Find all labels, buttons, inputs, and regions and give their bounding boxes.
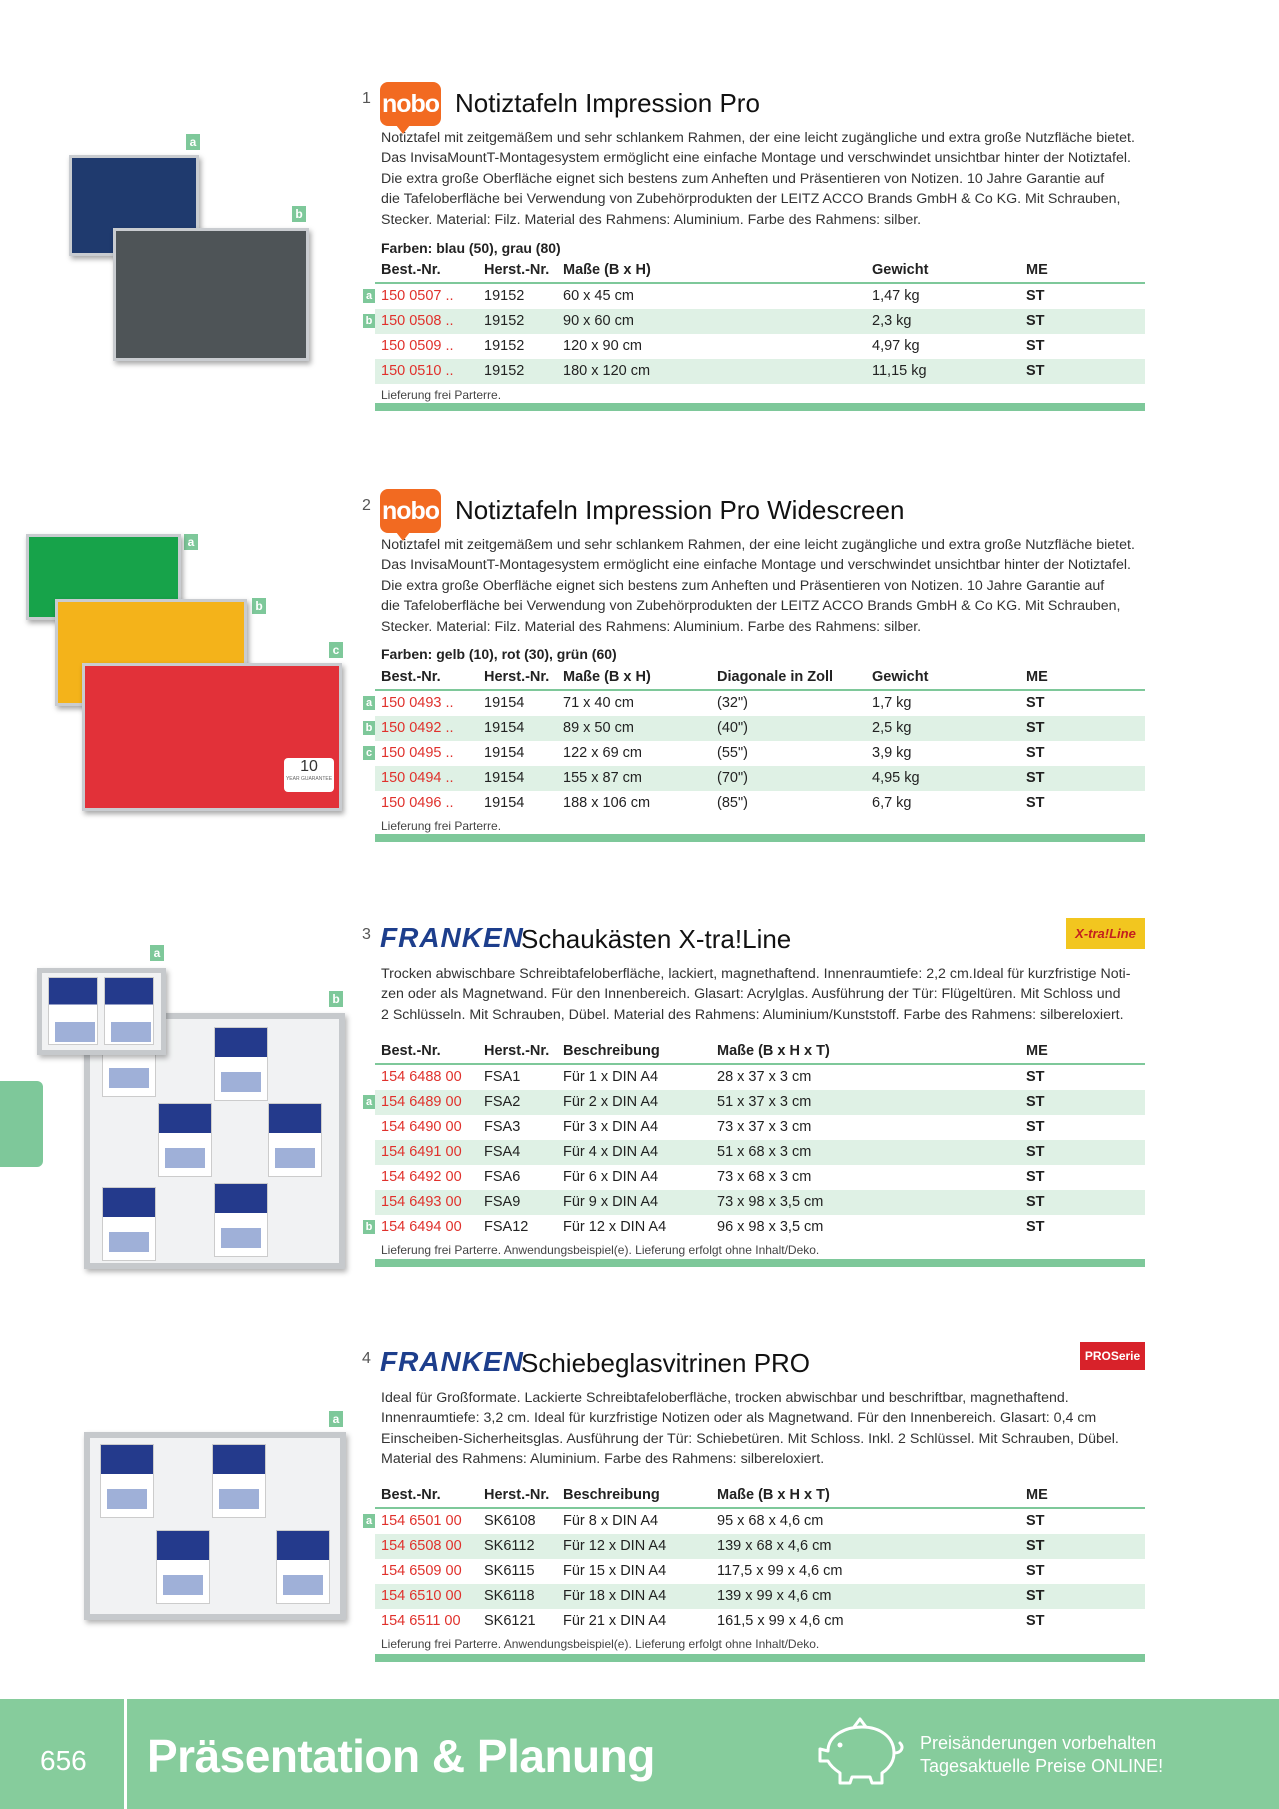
poster [214, 1183, 268, 1257]
franken-logo: FRANKEN [380, 922, 524, 953]
product-description: Ideal für Großformate. Lackierte Schreibtafeloberfläche, trocken abwischbar und beschriftbar, magnethaftend. Innenraumtiefe: 3,2 cm. Ideal für kurzfristige Notizen oder als Magnetwand. Für den Innenbereich. Glasart: 0,4 cm Einscheiben-Sicherheitsglas. Ausführung der Tür: Schiebetüren. Mit Schloss. Inkl. 2 Schlüssel. Mit Schrauben, Dübel. Material des Rahmens: Aluminium. Farbe des Rahmens: silbereloxiert. [381, 1390, 1119, 1468]
product-table [365, 666, 1145, 816]
image-label: b [252, 598, 266, 614]
table-row: b 150 0492 .. 19154 89 x 50 cm (40") 2,5 kg ST [375, 716, 1145, 741]
xtraline-badge: X-tra!Line [1066, 918, 1145, 949]
table-row: 154 6491 00 FSA4 Für 4 x DIN A4 51 x 68 x 3 cm ST [375, 1140, 1145, 1165]
table-header: Best.-Nr. Herst.-Nr. Maße (B x H) Gewicht ME [375, 259, 1145, 284]
guarantee-badge: 10 YEAR GUARANTEE [284, 758, 334, 792]
poster [214, 1027, 268, 1101]
footnote: Lieferung frei Parterre. [381, 388, 502, 402]
table-row: b 150 0508 .. 19152 90 x 60 cm 2,3 kg ST [375, 309, 1145, 334]
table-row: 150 0509 .. 19152 120 x 90 cm 4,97 kg ST [381, 338, 1045, 354]
poster [100, 1444, 154, 1518]
product-title: Notiztafeln Impression Pro Widescreen [455, 495, 905, 525]
poster [48, 977, 98, 1045]
image-label: c [329, 642, 343, 658]
table-row: 154 6510 00 SK6118 Für 18 x DIN A4 139 x 99 x 4,6 cm ST [375, 1584, 1145, 1609]
section-number: 4 [362, 1350, 371, 1367]
nobo-logo: nobo [380, 489, 441, 533]
price-note: Preisänderungen vorbehalten Tagesaktuelle Preise ONLINE! [920, 1733, 1164, 1776]
product-description: Trocken abwischbare Schreibtafeloberfläche, lackiert, magnethaftend. Innenraumtiefe: 2,2 cm.Ideal für kurzfristige Noti- zen oder als Magnetwand. Für den Innenbereich. Glasart: Acrylglas. Ausführung der Tür: Flügeltüren. Mit Schloss und 2 Schlüsseln. Mit Schrauben, Dübel. Material des Rahmens: Aluminium/Kunststoff. Farbe des Rahmens: silbereloxiert. [381, 966, 1131, 1023]
section-divider [375, 834, 1145, 842]
table-header: Best.-Nr. Herst.-Nr. Beschreibung Maße (B x H x T) ME [375, 1040, 1145, 1065]
color-options: Farben: gelb (10), rot (30), grün (60) [381, 646, 617, 662]
poster [156, 1530, 210, 1604]
footnote: Lieferung frei Parterre. Anwendungsbeispiel(e). Lieferung erfolgt ohne Inhalt/Deko. [381, 1637, 820, 1651]
poster [104, 977, 154, 1045]
footer-separator [124, 1699, 127, 1809]
table-row: 150 0510 .. 19152 180 x 120 cm 11,15 kg ST [375, 359, 1145, 384]
section-divider [375, 1259, 1145, 1267]
table-row: 150 0496 .. 19154 188 x 106 cm (85") 6,7 kg ST [381, 795, 1045, 811]
poster [212, 1444, 266, 1518]
chapter-side-tab [0, 1081, 43, 1167]
table-row: 154 6511 00 SK6121 Für 21 x DIN A4 161,5 x 99 x 4,6 cm ST [381, 1613, 1045, 1629]
color-options: Farben: blau (50), grau (80) [381, 240, 561, 256]
franken-logo: FRANKEN [380, 1346, 524, 1377]
table-header: Best.-Nr. Herst.-Nr. Maße (B x H) Diagonale in Zoll Gewicht ME [375, 666, 1145, 691]
product-title: Notiztafeln Impression Pro [455, 88, 760, 118]
poster [158, 1103, 212, 1177]
product-title: Schiebeglasvitrinen PRO [521, 1348, 811, 1378]
chapter-title: Präsentation & Planung [147, 1730, 655, 1782]
table-row: 154 6509 00 SK6115 Für 15 x DIN A4 117,5 x 99 x 4,6 cm ST [381, 1563, 1045, 1579]
image-label: b [329, 991, 343, 1007]
proserie-badge: PROSerie [1080, 1342, 1145, 1370]
table-row: c 150 0495 .. 19154 122 x 69 cm (55") 3,9 kg ST [375, 741, 1145, 766]
image-label: a [329, 1411, 343, 1427]
piggy-bank-icon [814, 1717, 906, 1789]
section-number: 2 [362, 497, 371, 514]
table-row: 154 6490 00 FSA3 Für 3 x DIN A4 73 x 37 x 3 cm ST [381, 1119, 1045, 1135]
table-header: Best.-Nr. Herst.-Nr. Beschreibung Maße (B x H x T) ME [375, 1484, 1145, 1509]
nobo-logo: nobo [380, 82, 441, 126]
image-label: b [292, 206, 306, 222]
product-table [365, 1484, 1145, 1634]
poster [102, 1187, 156, 1261]
table-row: 154 6488 00 FSA1 Für 1 x DIN A4 28 x 37 x 3 cm ST [381, 1069, 1045, 1085]
section-number: 1 [362, 90, 371, 107]
table-row: a 150 0507 .. 19152 60 x 45 cm 1,47 kg ST [375, 284, 1145, 309]
grey-notice-board [113, 228, 309, 361]
page-number: 656 [40, 1745, 87, 1776]
table-row: 154 6493 00 FSA9 Für 9 x DIN A4 73 x 98 x 3,5 cm ST [375, 1190, 1145, 1215]
table-row: 150 0494 .. 19154 155 x 87 cm (70") 4,95 kg ST [375, 766, 1145, 791]
table-row: a 150 0493 .. 19154 71 x 40 cm (32") 1,7 kg ST [375, 691, 1145, 716]
table-row: 154 6508 00 SK6112 Für 12 x DIN A4 139 x 68 x 4,6 cm ST [375, 1534, 1145, 1559]
section-divider [375, 403, 1145, 411]
product-description: Notiztafel mit zeitgemäßem und sehr schlankem Rahmen, der eine leicht zugängliche und extra große Nutzfläche bietet. Das InvisaMountT-Montagesystem ermöglicht eine einfache Montage und verschwindet unsichtbar hinter der Notiztafel. Die extra große Oberfläche eignet sich bestens zum Anheften und Präsentieren von Notizen. 10 Jahre Garantie auf die Tafeloberfläche bei Verwendung von Zubehörprodukten der LEITZ ACCO Brands GmbH & Co KG. Mit Schrauben, Stecker. Material: Filz. Material des Rahmens: Aluminium. Farbe des Rahmens: silber. [381, 537, 1135, 635]
table-row: b 154 6494 00 FSA12 Für 12 x DIN A4 96 x 98 x 3,5 cm ST [375, 1215, 1145, 1240]
image-label: a [186, 134, 200, 150]
footnote: Lieferung frei Parterre. [381, 819, 502, 833]
table-row: a 154 6489 00 FSA2 Für 2 x DIN A4 51 x 37 x 3 cm ST [375, 1090, 1145, 1115]
small-display-case [37, 968, 166, 1055]
table-row: a 154 6501 00 SK6108 Für 8 x DIN A4 95 x 68 x 4,6 cm ST [375, 1509, 1145, 1534]
footnote: Lieferung frei Parterre. Anwendungsbeispiel(e). Lieferung erfolgt ohne Inhalt/Deko. [381, 1243, 820, 1257]
poster [276, 1530, 330, 1604]
section-number: 3 [362, 926, 371, 943]
product-description: Notiztafel mit zeitgemäßem und sehr schlankem Rahmen, der eine leicht zugängliche und extra große Nutzfläche bietet. Das InvisaMountT-Montagesystem ermöglicht eine einfache Montage und verschwindet unsichtbar hinter der Notiztafel. Die extra große Oberfläche eignet sich bestens zum Anheften und Präsentieren von Notizen. 10 Jahre Garantie auf die Tafeloberfläche bei Verwendung von Zubehörprodukten der LEITZ ACCO Brands GmbH & Co KG. Mit Schrauben, Stecker. Material: Filz. Material des Rahmens: Aluminium. Farbe des Rahmens: silber. [381, 130, 1135, 228]
image-label: a [184, 534, 198, 550]
page-footer [0, 1699, 1279, 1809]
product-title: Schaukästen X-tra!Line [521, 924, 792, 954]
product-table [365, 1040, 1145, 1240]
image-label: a [150, 945, 164, 961]
product-table [365, 259, 1145, 384]
section-divider [375, 1654, 1145, 1662]
sliding-glass-display-case [84, 1432, 346, 1620]
table-row: 154 6492 00 FSA6 Für 6 x DIN A4 73 x 68 x 3 cm ST [381, 1169, 1045, 1185]
poster [268, 1103, 322, 1177]
